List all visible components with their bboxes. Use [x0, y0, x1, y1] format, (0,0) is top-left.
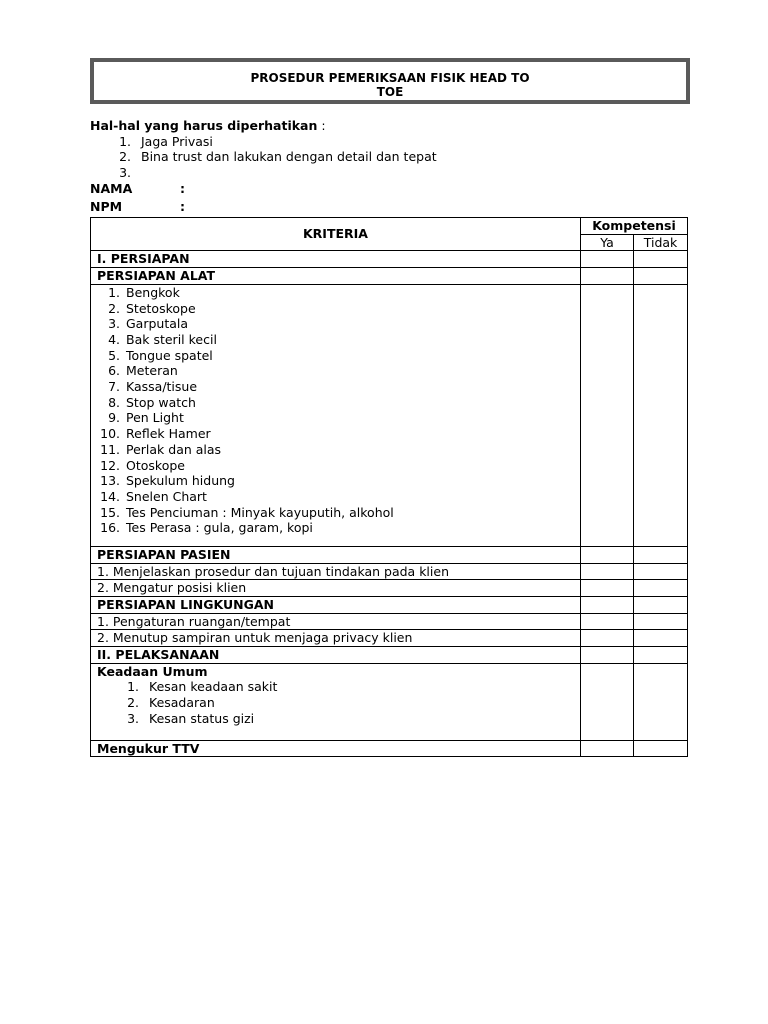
- list-item: 16. Tes Perasa : gula, garam, kopi: [124, 520, 574, 536]
- keadaan-umum-heading: Keadaan Umum: [97, 663, 208, 679]
- ya-cell[interactable]: [581, 580, 634, 597]
- tidak-cell[interactable]: [634, 546, 688, 563]
- ya-cell[interactable]: [581, 663, 634, 740]
- list-item: 9. Pen Light: [124, 410, 574, 426]
- tidak-cell[interactable]: [634, 580, 688, 597]
- section-persiapan-alat: PERSIAPAN ALAT: [91, 268, 581, 285]
- list-item: 15. Tes Penciuman : Minyak kayuputih, alkohol: [124, 505, 574, 521]
- alat-list-cell: [91, 284, 581, 546]
- list-item: 10. Reflek Hamer: [124, 426, 574, 442]
- list-item: 3. Garputala: [124, 316, 574, 332]
- keadaan-umum-cell: [91, 663, 581, 740]
- tidak-cell[interactable]: [634, 613, 688, 630]
- list-item: 2. Stetoskope: [124, 301, 574, 317]
- list-item: 12. Otoskope: [124, 458, 574, 474]
- table-row-text: 1. Menjelaskan prosedur dan tujuan tindakan pada klien: [91, 563, 581, 580]
- list-item: 1. Bengkok: [124, 285, 574, 301]
- tidak-cell[interactable]: [634, 630, 688, 647]
- ya-cell[interactable]: [581, 596, 634, 613]
- list-item: [135, 165, 690, 181]
- keadaan-list: [97, 679, 574, 726]
- tidak-cell[interactable]: [634, 740, 688, 757]
- tidak-header: Tidak: [634, 234, 688, 251]
- tidak-cell[interactable]: [634, 268, 688, 285]
- section-persiapan-lingkungan: PERSIAPAN LINGKUNGAN: [91, 596, 581, 613]
- ya-cell[interactable]: [581, 251, 634, 268]
- ya-cell[interactable]: [581, 647, 634, 664]
- list-item: 11. Perlak dan alas: [124, 442, 574, 458]
- tidak-cell[interactable]: [634, 284, 688, 546]
- ya-cell[interactable]: [581, 284, 634, 546]
- ya-cell[interactable]: [581, 268, 634, 285]
- tidak-cell[interactable]: [634, 563, 688, 580]
- list-item: 3. Kesan status gizi: [143, 711, 574, 727]
- alat-list: [97, 285, 574, 536]
- list-item: 4. Bak steril kecil: [124, 332, 574, 348]
- section-persiapan: I. PERSIAPAN: [91, 251, 581, 268]
- table-row-text: 1. Pengaturan ruangan/tempat: [91, 613, 581, 630]
- list-item: 5. Tongue spatel: [124, 348, 574, 364]
- kriteria-header: KRITERIA: [91, 218, 581, 251]
- tidak-cell[interactable]: [634, 663, 688, 740]
- nama-field: NAMA :: [90, 181, 185, 196]
- list-item: 13. Spekulum hidung: [124, 473, 574, 489]
- list-item: 6. Meteran: [124, 363, 574, 379]
- list-item: 2. Bina trust dan lakukan dengan detail dan tepat: [135, 149, 690, 165]
- tidak-cell[interactable]: [634, 251, 688, 268]
- ya-header: Ya: [581, 234, 634, 251]
- list-item: 14. Snelen Chart: [124, 489, 574, 505]
- ya-cell[interactable]: [581, 546, 634, 563]
- notes-section: [90, 118, 690, 181]
- title-box: [90, 58, 690, 104]
- section-persiapan-pasien: PERSIAPAN PASIEN: [91, 546, 581, 563]
- ya-cell[interactable]: [581, 740, 634, 757]
- tidak-cell[interactable]: [634, 596, 688, 613]
- table-row-text: 2. Menutup sampiran untuk menjaga privacy klien: [91, 630, 581, 647]
- tidak-cell[interactable]: [634, 647, 688, 664]
- list-item: 7. Kassa/tisue: [124, 379, 574, 395]
- section-pelaksanaan: II. PELAKSANAAN: [91, 647, 581, 664]
- ya-cell[interactable]: [581, 613, 634, 630]
- ya-cell[interactable]: [581, 630, 634, 647]
- section-mengukur-ttv: Mengukur TTV: [91, 740, 581, 757]
- document-title: PROSEDUR PEMERIKSAAN FISIK HEAD TO TOE: [250, 71, 530, 99]
- table-row-text: 2. Mengatur posisi klien: [91, 580, 581, 597]
- kompetensi-header: Kompetensi: [581, 218, 688, 235]
- list-item: 1. Kesan keadaan sakit: [143, 679, 574, 695]
- ya-cell[interactable]: [581, 563, 634, 580]
- list-item: 8. Stop watch: [124, 395, 574, 411]
- npm-field: NPM :: [90, 199, 185, 214]
- notes-heading: Hal-hal yang harus diperhatikan :: [90, 118, 326, 133]
- list-item: 1. Jaga Privasi: [135, 134, 690, 150]
- notes-list: [90, 134, 690, 181]
- criteria-table: [90, 217, 688, 757]
- list-item: 2. Kesadaran: [143, 695, 574, 711]
